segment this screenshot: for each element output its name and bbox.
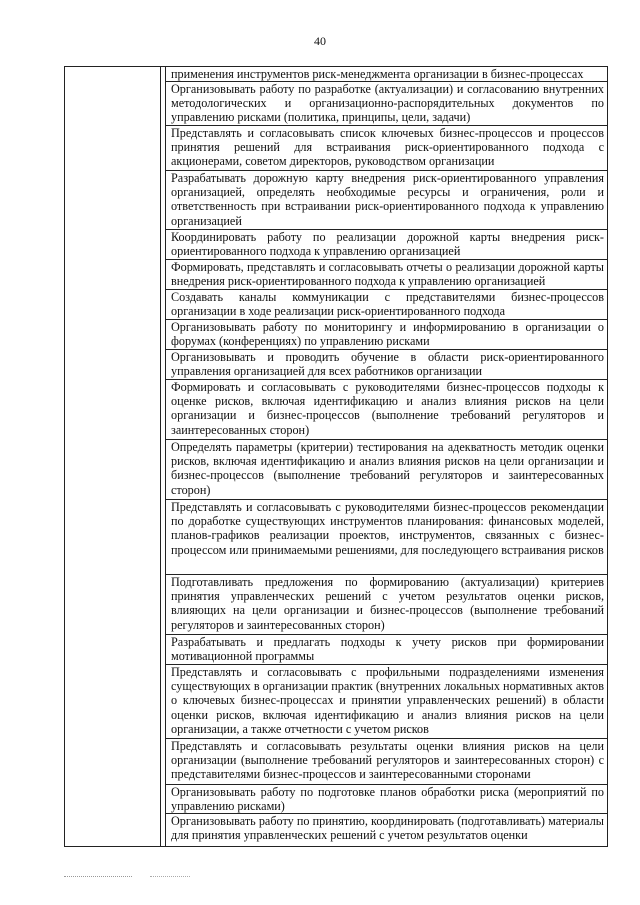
page-number: 40	[314, 34, 326, 48]
table-row: Формировать и согласовывать с руководителями бизнес-процессов подходы к оценке рисков, включая идентификацию и анализ влияния рисков на цели организации и бизнес-процессов (выполнение требований регуляторов и заинтересованных сторон)	[166, 380, 607, 440]
table-row: Представлять и согласовывать с профильными подразделениями изменения существующих в организации практик (внутренних локальных нормативных актов о ключевых бизнес-процессах и принятии управленческих решений) в области оценки рисков, включая идентификацию и анализ влияния рисков на цели организации, а также отчетности с учетом рисков	[166, 665, 607, 739]
table-row: Подготавливать предложения по формированию (актуализации) критериев принятия управленческих решений с учетом результатов оценки рисков, влияющих на цели организации и бизнес-процессов (выполнение требований регуляторов и заинтересованных сторон)	[166, 575, 607, 635]
table-row: Представлять и согласовывать результаты оценки влияния рисков на цели организации (выполнение требований регуляторов и заинтересованных сторон) с представителями бизнес-процессов и заинтересованными сторонами	[166, 739, 607, 785]
table-row: применения инструментов риск-менеджмента организации в бизнес-процессах	[166, 67, 607, 82]
table-row: Организовывать и проводить обучение в области риск-ориентированного управления организацией для всех работников организации	[166, 350, 607, 380]
scan-artifact	[64, 876, 132, 878]
table-row: Представлять и согласовывать с руководителями бизнес-процессов рекомендации по доработке существующих инструментов планирования: финансовых моделей, планов-графиков реализации проектов, инструментов, связанных с бизнес-процессом или принимаемыми решениями, для последующего встраивания рисков	[166, 500, 607, 575]
table-row: Организовывать работу по мониторингу и информированию в организации о форумах (конференциях) по управлению рисками	[166, 320, 607, 350]
table-row: Организовывать работу по разработке (актуализации) и согласованию внутренних методологических и организационно-распорядительных документов по управлению рисками (политика, принципы, цели, задачи)	[166, 82, 607, 126]
table-row: Координировать работу по реализации дорожной карты внедрения риск-ориентированного подхода к управлению организацией	[166, 230, 607, 260]
table-row: Организовывать работу по подготовке планов обработки риска (мероприятий по управлению рисками)	[166, 785, 607, 814]
table-rows	[166, 67, 607, 846]
table-row: Представлять и согласовывать список ключевых бизнес-процессов и процессов принятия решений для встраивания риск-ориентированного подхода с акционерами, советом директоров, руководством организации	[166, 126, 607, 171]
table-row: Разрабатывать дорожную карту внедрения риск-ориентированного управления организацией, определять необходимые ресурсы и ограничения, роли и ответственность при встраивании риск-ориентированного подхода к управлению организацией	[166, 171, 607, 230]
table-row: Определять параметры (критерии) тестирования на адекватность методик оценки рисков, включая идентификацию и анализ влияния рисков на цели организации и бизнес-процессов (выполнение требований регуляторов и заинтересованных сторон)	[166, 440, 607, 500]
table-left-column	[65, 67, 161, 846]
functions-table	[64, 66, 608, 847]
table-row: Создавать каналы коммуникации с представителями бизнес-процессов организации в ходе реализации риск-ориентированного подхода	[166, 290, 607, 320]
table-row: Формировать, представлять и согласовывать отчеты о реализации дорожной карты внедрения риск-ориентированного подхода к управлению организацией	[166, 260, 607, 290]
table-row: Разрабатывать и предлагать подходы к учету рисков при формировании мотивационной программы	[166, 635, 607, 665]
table-row: Организовывать работу по принятию, координировать (подготавливать) материалы для принятия управленческих решений с учетом результатов оценки	[171, 814, 604, 843]
scan-artifact	[150, 876, 190, 878]
